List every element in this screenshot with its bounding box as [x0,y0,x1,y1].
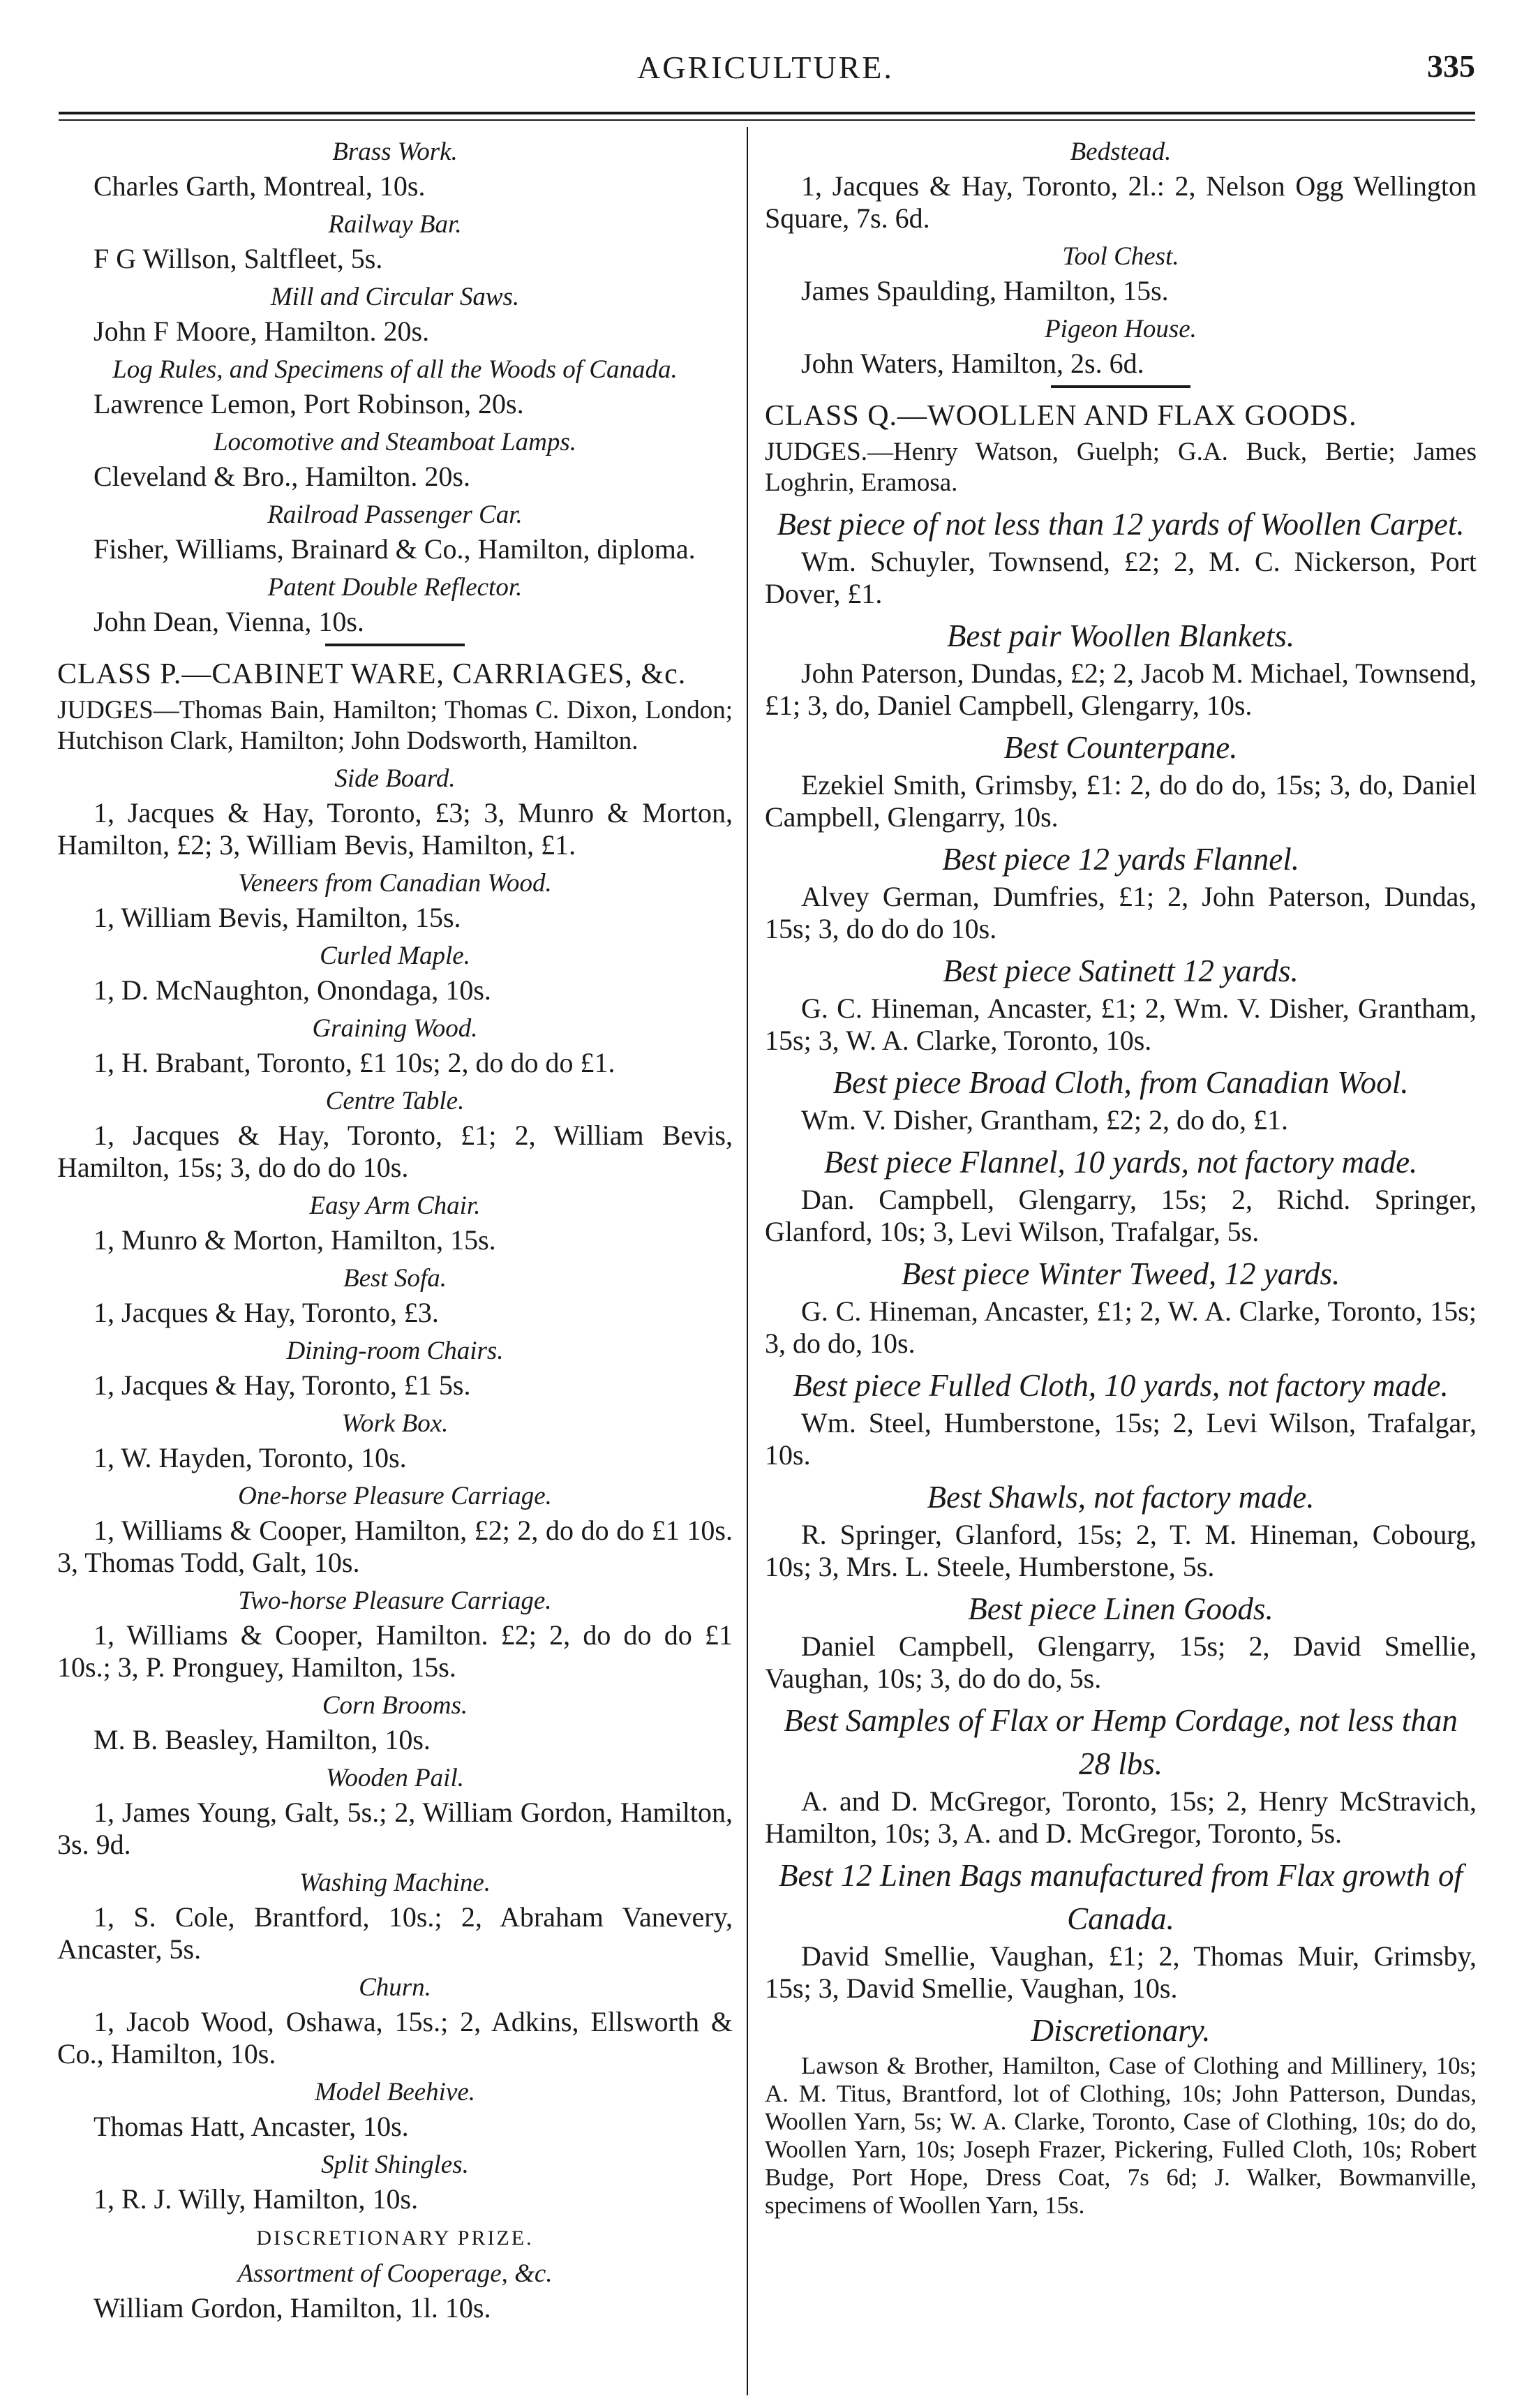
item-heading: Side Board. [334,764,456,793]
section-rule [1051,385,1190,388]
award-entry: John Dean, Vienna, 10s. [94,606,364,637]
prize-heading: Best piece Broad Cloth, from Canadian Wool. [832,1065,1409,1100]
prize-heading: Best piece of not less than 12 yards of Woollen Carpet. [777,507,1465,542]
item-heading: Tool Chest. [1062,242,1179,271]
award-entry: 1, Munro & Morton, Hamilton, 15s. [94,1224,496,1256]
prize-heading: Best piece Satinett 12 yards. [943,953,1299,988]
award-entry: David Smellie, Vaughan, £1; 2, Thomas Muir, Grimsby, 15s; 3, David Smellie, Vaughan, 10s. [765,1940,1477,2004]
award-entry: Wm. Schuyler, Townsend, £2; 2, M. C. Nickerson, Port Dover, £1. [765,546,1477,609]
item-heading: Locomotive and Steamboat Lamps. [213,428,577,456]
left-column [57,134,733,2328]
prize-heading: Best piece Flannel, 10 yards, not factory made. [823,1145,1418,1180]
prize-heading: Discretionary. [1031,2013,1211,2048]
award-entry: 1, Williams & Cooper, Hamilton, £2; 2, do do do £1 10s. 3, Thomas Todd, Galt, 10s. [57,1515,733,1578]
item-heading: Centre Table. [325,1087,465,1115]
item-heading: Best Sofa. [343,1264,447,1293]
award-entry: Charles Garth, Montreal, 10s. [94,170,426,202]
award-entry: Wm. V. Disher, Grantham, £2; 2, do do, £1. [801,1104,1288,1136]
award-entry: William Gordon, Hamilton, 1l. 10s. [94,2292,491,2324]
prize-heading: Best Samples of Flax or Hemp Cordage, not less than 28 lbs. [784,1703,1458,1781]
award-entry: 1, D. McNaughton, Onondaga, 10s. [94,974,491,1006]
item-heading: Mill and Circular Saws. [270,283,520,311]
prize-heading: Best piece Linen Goods. [968,1591,1274,1626]
award-entry: 1, William Bevis, Hamilton, 15s. [94,902,461,933]
award-entry: 1, Jacob Wood, Oshawa, 15s.; 2, Adkins, Ellsworth & Co., Hamilton, 10s. [57,2006,733,2069]
award-entry: Wm. Steel, Humberstone, 15s; 2, Levi Wilson, Trafalgar, 10s. [765,1407,1477,1471]
prize-heading: Best piece Winter Tweed, 12 yards. [901,1256,1340,1291]
award-entry: 1, Jacques & Hay, Toronto, £1; 2, William Bevis, Hamilton, 15s; 3, do do do 10s. [57,1120,733,1183]
item-heading: Graining Wood. [312,1014,478,1043]
award-entry: Dan. Campbell, Glengarry, 15s; 2, Richd. Springer, Glanford, 10s; 3, Levi Wilson, Trafalgar, 5s. [765,1184,1477,1247]
header-rule [59,112,1475,114]
award-entry: John F Moore, Hamilton. 20s. [94,315,430,347]
item-heading: Wooden Pail. [325,1764,464,1792]
award-entry: 1, Jacques & Hay, Toronto, 2l.: 2, Nelson Ogg Wellington Square, 7s. 6d. [765,170,1477,234]
award-entry: 1, H. Brabant, Toronto, £1 10s; 2, do do do £1. [94,1047,615,1078]
award-entry: John Waters, Hamilton, 2s. 6d. [801,348,1144,379]
award-entry: G. C. Hineman, Ancaster, £1; 2, Wm. V. Disher, Grantham, 15s; 3, W. A. Clarke, Toronto, 10s. [765,993,1477,1056]
item-heading: Railway Bar. [328,210,462,239]
item-heading: Pigeon House. [1045,315,1197,343]
award-entry: 1, James Young, Galt, 5s.; 2, William Gordon, Hamilton, 3s. 9d. [57,1797,733,1860]
award-entry: 1, R. J. Willy, Hamilton, 10s. [94,2183,419,2215]
header-rule-thin [59,119,1475,121]
award-entry: Daniel Campbell, Glengarry, 15s; 2, David Smellie, Vaughan, 10s; 3, do do do, 5s. [765,1630,1477,1694]
judges-list: JUDGES—Thomas Bain, Hamilton; Thomas C. Dixon, London; Hutchison Clark, Hamilton; John Dodsworth, Hamilton. [57,696,733,755]
award-entry: 1, Williams & Cooper, Hamilton. £2; 2, do do do £1 10s.; 3, P. Pronguey, Hamilton, 15s. [57,1619,733,1683]
section-caption: DISCRETIONARY PRIZE. [256,2227,534,2250]
item-heading: Railroad Passenger Car. [267,500,523,529]
column-divider [747,127,748,2395]
award-entry: Cleveland & Bro., Hamilton. 20s. [94,461,470,492]
prize-heading: Best piece 12 yards Flannel. [942,842,1299,877]
award-entry: 1, Jacques & Hay, Toronto, £3; 3, Munro & Morton, Hamilton, £2; 3, William Bevis, Hamilton, £1. [57,797,733,861]
award-entry: 1, Jacques & Hay, Toronto, £1 5s. [94,1369,471,1401]
award-entry: Lawrence Lemon, Port Robinson, 20s. [94,388,524,419]
item-heading: Churn. [359,1973,431,2002]
award-entry: Alvey German, Dumfries, £1; 2, John Paterson, Dundas, 15s; 3, do do do 10s. [765,881,1477,944]
award-entry: John Paterson, Dundas, £2; 2, Jacob M. Michael, Townsend, £1; 3, do, Daniel Campbell, Glengarry, 10s. [765,657,1477,721]
running-header-title: AGRICULTURE. [637,50,894,85]
item-heading: Log Rules, and Specimens of all the Woods of Canada. [112,355,678,384]
item-heading: Split Shingles. [321,2150,469,2179]
award-entry: F G Willson, Saltfleet, 5s. [94,243,383,274]
item-heading: Veneers from Canadian Wood. [238,869,552,898]
prize-heading: Best Shawls, not factory made. [927,1480,1315,1515]
item-heading: Curled Maple. [320,942,470,970]
award-entry: Thomas Hatt, Ancaster, 10s. [94,2111,409,2142]
item-heading: One-horse Pleasure Carriage. [238,1482,552,1510]
item-heading: Assortment of Cooperage, &c. [237,2259,553,2288]
award-entry: 1, W. Hayden, Toronto, 10s. [94,1442,407,1473]
award-entry: R. Springer, Glanford, 15s; 2, T. M. Hineman, Cobourg, 10s; 3, Mrs. L. Steele, Humberstone, 5s. [765,1519,1477,1582]
item-heading: Bedstead. [1070,138,1172,166]
award-entry: M. B. Beasley, Hamilton, 10s. [94,1724,431,1755]
item-heading: Washing Machine. [299,1868,491,1897]
item-heading: Brass Work. [332,138,458,166]
class-heading: CLASS Q.—WOOLLEN AND FLAX GOODS. [765,400,1357,432]
award-entry: Ezekiel Smith, Grimsby, £1: 2, do do do, 15s; 3, do, Daniel Campbell, Glengarry, 10s. [765,769,1477,833]
award-entry: Fisher, Williams, Brainard & Co., Hamilton, diploma. [94,533,696,565]
item-heading: Work Box. [341,1409,449,1438]
prize-heading: Best piece Fulled Cloth, 10 yards, not factory made. [793,1368,1449,1403]
award-entry: Lawson & Brother, Hamilton, Case of Clothing and Millinery, 10s; A. M. Titus, Brantford, lot of Clothing, 10s; John Patterson, Dundas, Woollen Yarn, 5s; W. A. Clarke, Toronto, Case of Clothing, 10s; do do, Woollen Yarn, 10s; Joseph Frazer, Pickering, Fulled Cloth, 10s; Robert Budge, Port Hope, Dress Coat, 7s 6d; J. Walker, Bowmanville, specimens of Woollen Yarn, 15s. [765,2052,1477,2219]
award-entry: 1, Jacques & Hay, Toronto, £3. [94,1297,439,1328]
item-heading: Dining-room Chairs. [286,1337,504,1365]
prize-heading: Best 12 Linen Bags manufactured from Flax growth of Canada. [779,1858,1463,1936]
section-rule [325,644,465,646]
prize-heading: Best pair Woollen Blankets. [946,618,1295,653]
item-heading: Two-horse Pleasure Carriage. [238,1586,552,1615]
page-number: 335 [1427,48,1475,84]
right-column [765,134,1477,2224]
judges-list: JUDGES.—Henry Watson, Guelph; G.A. Buck, Bertie; James Loghrin, Eramosa. [765,438,1477,497]
award-entry: James Spaulding, Hamilton, 15s. [801,275,1169,306]
award-entry: 1, S. Cole, Brantford, 10s.; 2, Abraham Vanevery, Ancaster, 5s. [57,1901,733,1965]
item-heading: Corn Brooms. [322,1691,468,1720]
award-entry: A. and D. McGregor, Toronto, 15s; 2, Henry McStravich, Hamilton, 10s; 3, A. and D. McGregor, Toronto, 5s. [765,1785,1477,1849]
item-heading: Patent Double Reflector. [267,573,523,602]
prize-heading: Best Counterpane. [1003,730,1238,765]
award-entry: G. C. Hineman, Ancaster, £1; 2, W. A. Clarke, Toronto, 15s; 3, do do, 10s. [765,1295,1477,1359]
class-heading: CLASS P.—CABINET WARE, CARRIAGES, &c. [57,658,687,690]
item-heading: Model Beehive. [314,2078,476,2106]
item-heading: Easy Arm Chair. [309,1191,481,1220]
